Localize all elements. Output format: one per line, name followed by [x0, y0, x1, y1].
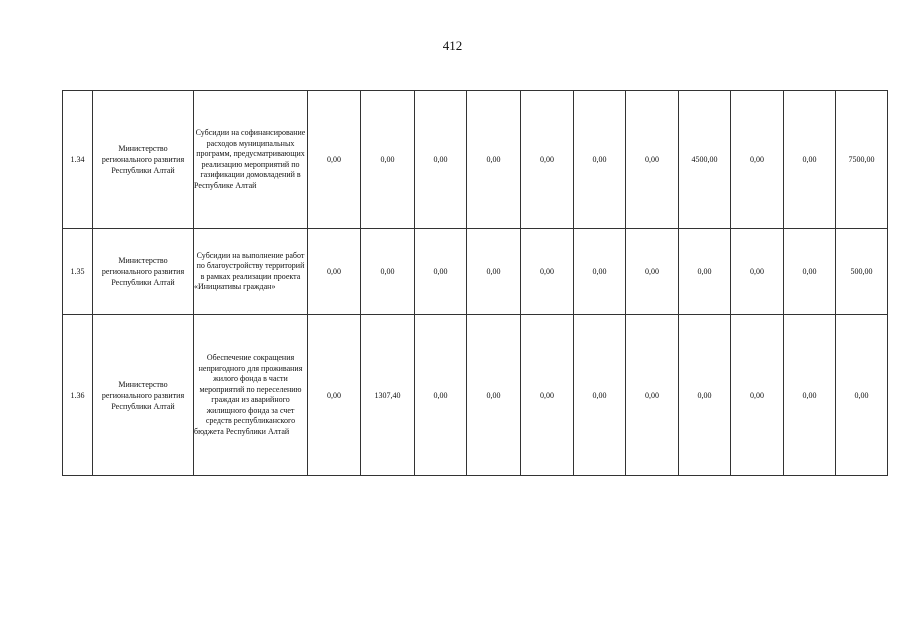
- value-cell: 0,00: [467, 91, 521, 229]
- value-cell: 0,00: [308, 229, 361, 315]
- value-cell: 0,00: [626, 91, 679, 229]
- value-cell: 0,00: [415, 229, 467, 315]
- value-cell: 0,00: [574, 91, 626, 229]
- description-cell: Обеспечение сокращения непригодного для проживания жилого фонда в части мероприятий по переселению граждан из аварийного жилищного фонда за счет средств республиканского бюджета Республики Алтай: [194, 315, 308, 476]
- value-cell: 0,00: [415, 91, 467, 229]
- value-cell: 7500,00: [836, 91, 888, 229]
- value-cell: 0,00: [361, 229, 415, 315]
- value-cell: 0,00: [308, 315, 361, 476]
- value-cell: 0,00: [679, 229, 731, 315]
- value-cell: 0,00: [836, 315, 888, 476]
- value-cell: 0,00: [731, 229, 784, 315]
- value-cell: 0,00: [731, 91, 784, 229]
- table-row: [63, 315, 888, 476]
- value-cell: 4500,00: [679, 91, 731, 229]
- value-cell: 0,00: [784, 229, 836, 315]
- organization-cell: Министерство регионального развития Республики Алтай: [93, 91, 194, 229]
- value-cell: 0,00: [308, 91, 361, 229]
- value-cell: 0,00: [361, 91, 415, 229]
- value-cell: 0,00: [784, 315, 836, 476]
- table-row: [63, 229, 888, 315]
- value-cell: 0,00: [626, 315, 679, 476]
- value-cell: 0,00: [521, 91, 574, 229]
- organization-cell: Министерство регионального развития Республики Алтай: [93, 315, 194, 476]
- table-row: [63, 91, 888, 229]
- value-cell: 0,00: [415, 315, 467, 476]
- value-cell: 0,00: [784, 91, 836, 229]
- value-cell: 0,00: [574, 315, 626, 476]
- value-cell: 1307,40: [361, 315, 415, 476]
- value-cell: 500,00: [836, 229, 888, 315]
- value-cell: 0,00: [626, 229, 679, 315]
- value-cell: 0,00: [467, 315, 521, 476]
- row-number: 1.34: [63, 91, 93, 229]
- row-number: 1.35: [63, 229, 93, 315]
- value-cell: 0,00: [731, 315, 784, 476]
- value-cell: 0,00: [679, 315, 731, 476]
- budget-table: [62, 90, 888, 476]
- row-number: 1.36: [63, 315, 93, 476]
- page-number: 412: [442, 38, 463, 53]
- description-cell: Субсидии на выполнение работ по благоустройству территорий в рамках реализации проекта «Инициативы граждан»: [194, 229, 308, 315]
- value-cell: 0,00: [467, 229, 521, 315]
- value-cell: 0,00: [574, 229, 626, 315]
- value-cell: 0,00: [521, 315, 574, 476]
- organization-cell: Министерство регионального развития Республики Алтай: [93, 229, 194, 315]
- description-cell: Субсидии на софинансирование расходов муниципальных программ, предусматривающих реализацию мероприятий по газификации домовладений в Республике Алтай: [194, 91, 308, 229]
- value-cell: 0,00: [521, 229, 574, 315]
